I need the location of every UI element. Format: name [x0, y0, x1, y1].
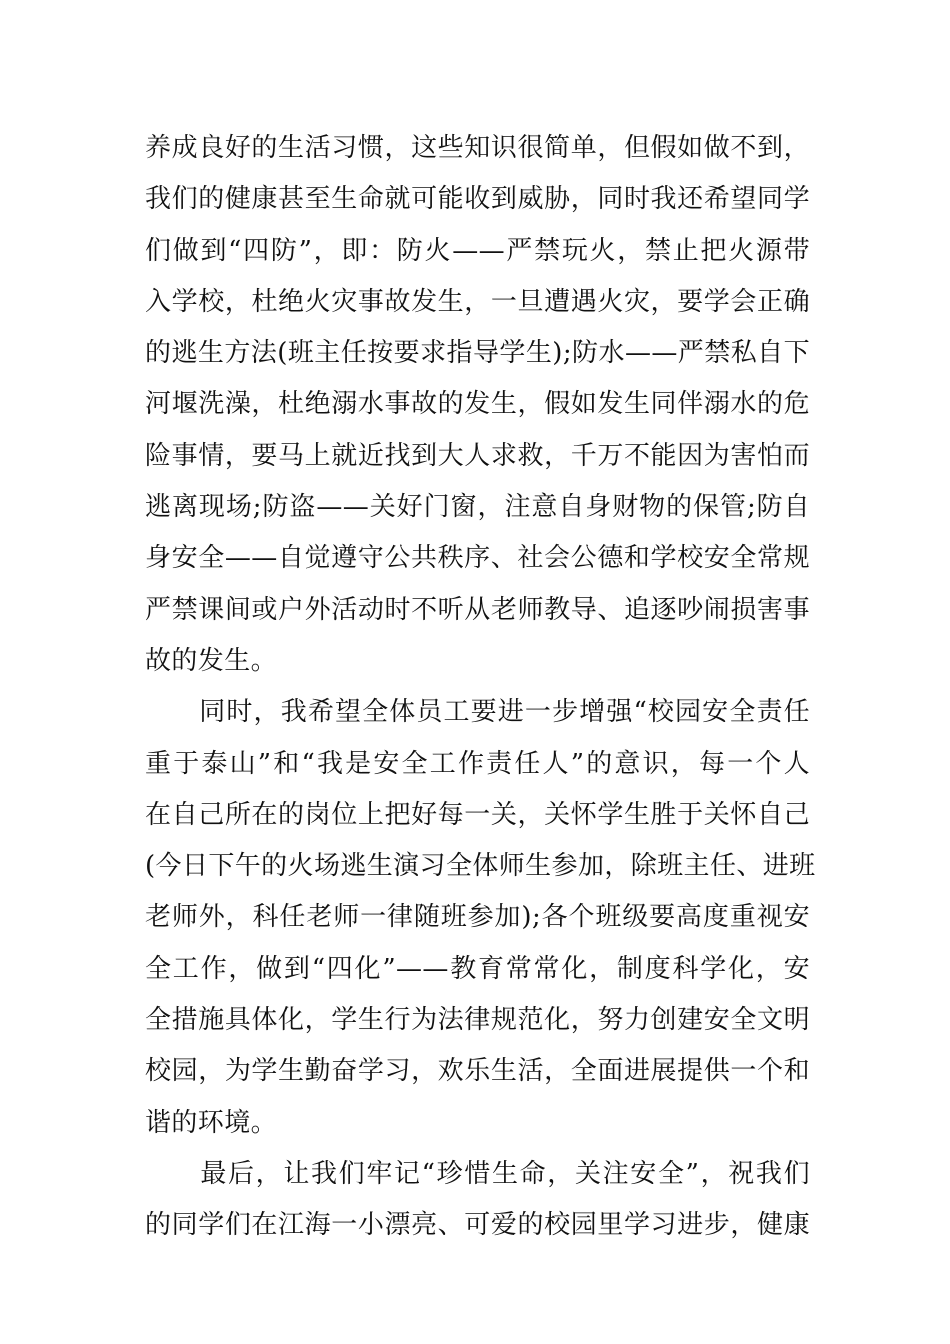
text-line: 重于泰山”和“我是安全工作责任人”的意识，每一个人	[145, 748, 810, 779]
paragraph-1	[145, 123, 810, 687]
text-line: 全措施具体化，学生行为法律规范化，努力创建安全文明	[145, 1005, 810, 1036]
text-line: 的同学们在江海一小漂亮、可爱的校园里学习进步，健康	[145, 1210, 810, 1241]
text-line: 谐的环境。	[145, 1107, 278, 1138]
text-line: 严禁课间或户外活动时不听从老师教导、追逐吵闹损害事	[145, 594, 810, 625]
text-line: 故的发生。	[145, 645, 278, 676]
paragraph-2	[145, 687, 816, 1149]
text-line: 我们的健康甚至生命就可能收到威胁，同时我还希望同学	[145, 184, 810, 215]
document-body	[145, 123, 816, 1252]
text-line: 最后，让我们牢记“珍惜生命，关注安全”，祝我们	[145, 1158, 810, 1189]
text-line: 校园，为学生勤奋学习，欢乐生活，全面进展提供一个和	[145, 1056, 810, 1087]
text-line: (今日下午的火场逃生演习全体师生参加，除班主任、进班	[145, 851, 816, 882]
text-line: 们做到“四防”，即：防火——严禁玩火，禁止把火源带	[145, 235, 810, 266]
text-line: 入学校，杜绝火灾事故发生，一旦遭遇火灾，要学会正确	[145, 286, 810, 317]
text-line: 的逃生方法(班主任按要求指导学生);防水——严禁私自下	[145, 338, 810, 369]
text-line: 同时，我希望全体员工要进一步增强“校园安全责任	[145, 697, 810, 728]
text-line: 全工作，做到“四化”——教育常常化，制度科学化，安	[145, 953, 810, 984]
text-line: 河堰洗澡，杜绝溺水事故的发生，假如发生同伴溺水的危	[145, 389, 810, 420]
text-line: 老师外，科任老师一律随班参加);各个班级要高度重视安	[145, 902, 810, 933]
text-line: 在自己所在的岗位上把好每一关，关怀学生胜于关怀自己	[145, 799, 810, 830]
paragraph-3	[145, 1149, 810, 1252]
text-line: 逃离现场;防盗——关好门窗，注意自身财物的保管;防自	[145, 492, 810, 523]
text-line: 养成良好的生活习惯，这些知识很简单，但假如做不到，	[145, 133, 810, 163]
text-line: 险事情，要马上就近找到大人求救，千万不能因为害怕而	[145, 440, 810, 471]
text-line: 身安全——自觉遵守公共秩序、社会公德和学校安全常规	[145, 543, 810, 574]
